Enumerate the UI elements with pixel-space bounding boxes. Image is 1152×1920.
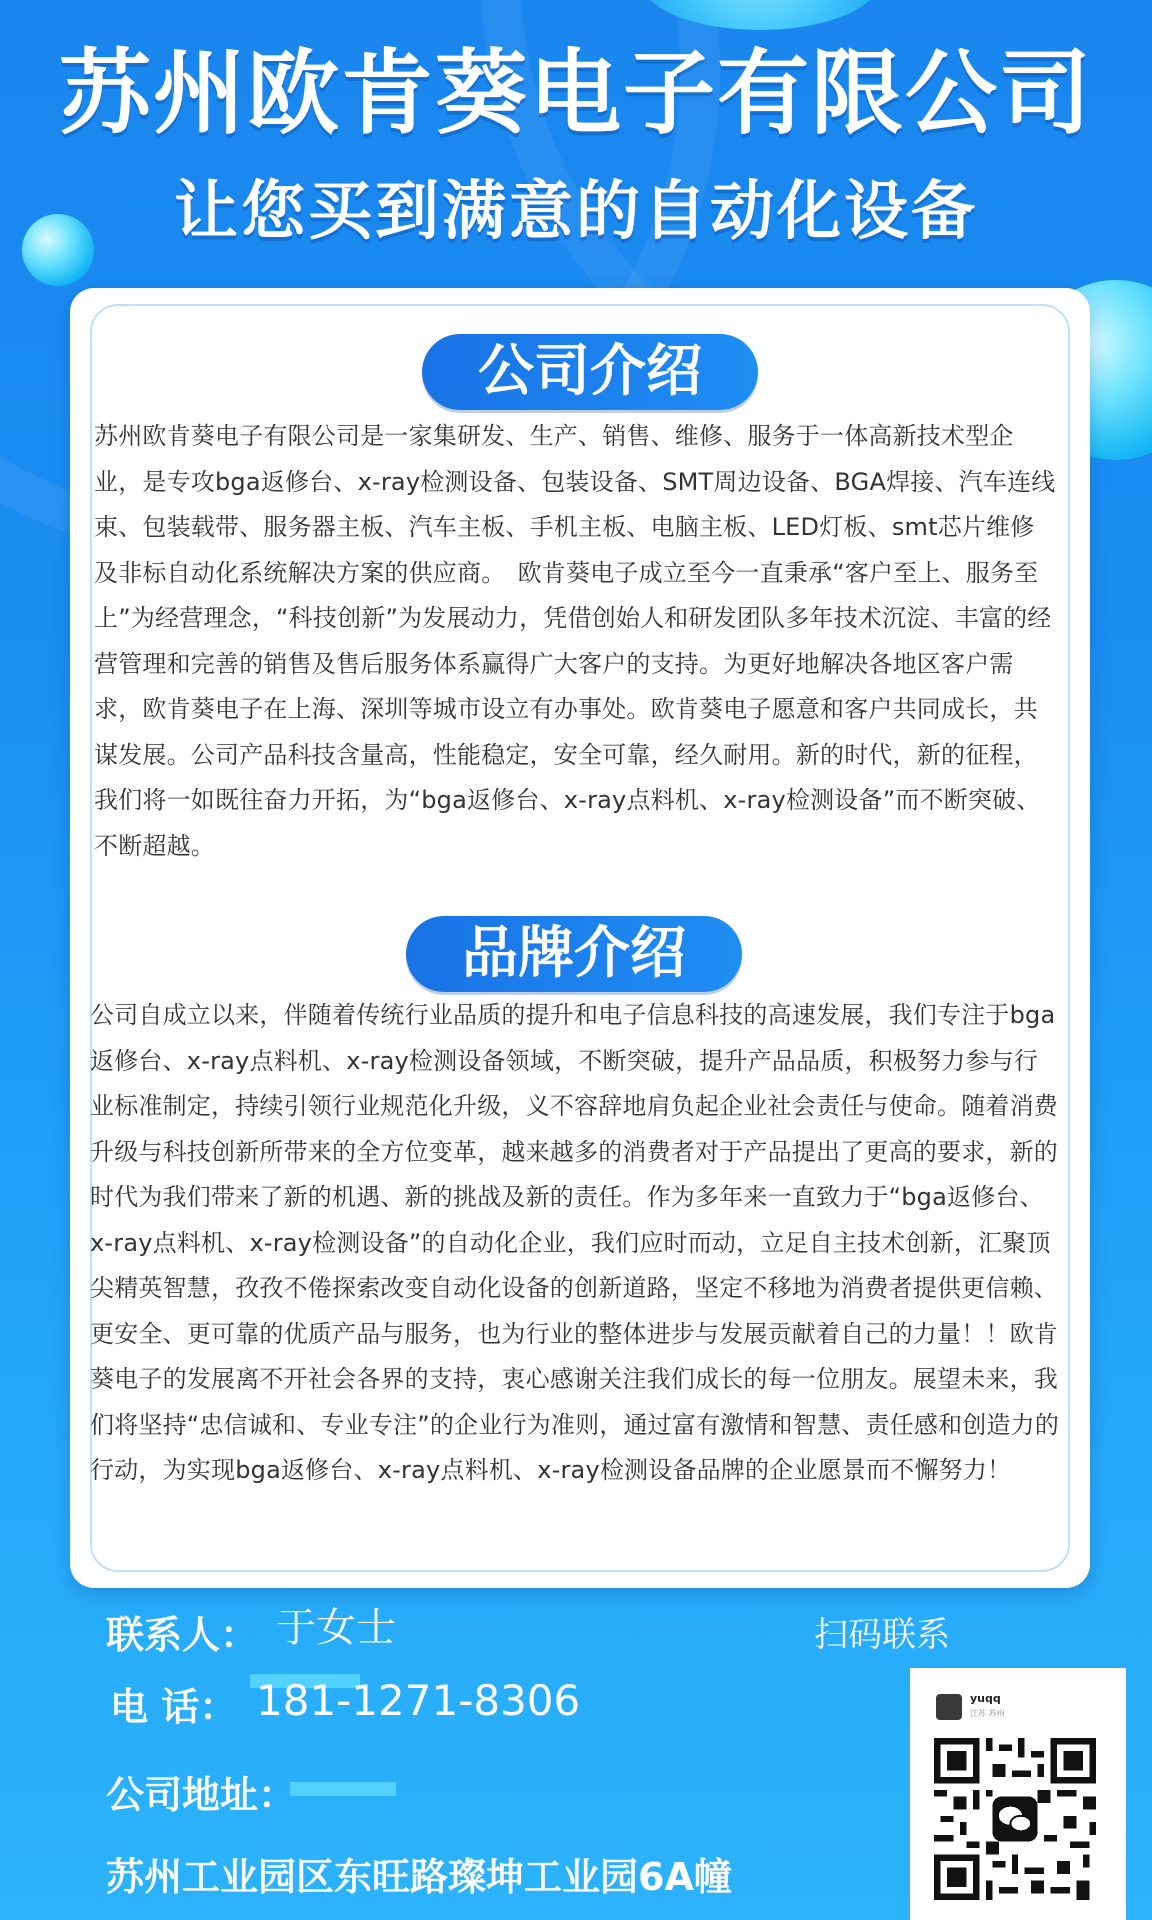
company-intro-text: 苏州欧肯葵电子有限公司是一家集研发、生产、销售、维修、服务于一体高新技术型企业，是专攻bga返修台、x-ray检测设备、包装设备、SMT周边设备、BGA焊接、汽车连线束、包装载带、服务器主板、汽车主板、手机主板、电脑主板、LED灯板、smt芯片维修及非标自动化系统解决方案的供应商。 欧肯葵电子成立至今一直秉承“客户至上、服务至上”为经营理念，“科技创新”为发展动力，凭借创始人和研发团队多年技术沉淀、丰富的经营管理和完善的销售及售后服务体系赢得广大客户的支持。为更好地解决各地区客户需求，欧肯葵电子在上海、深圳等城市设立有办事处。欧肯葵电子愿意和客户共同成长，共谋发展。公司产品科技含量高，性能稳定，安全可靠，经久耐用。新的时代，新的征程，我们将一如既往奋力开拓，为“bga返修台、x-ray点料机、x-ray检测设备”而不断突破、不断超越。 — [94, 422, 1056, 860]
section-title-brand: 品牌介绍 — [406, 916, 742, 992]
wechat-qr-card[interactable] — [910, 1668, 1126, 1920]
qr-code — [934, 1738, 1096, 1900]
qr-profile-name: yuqq — [970, 1692, 1001, 1705]
qr-profile-location: 江苏 苏州 — [970, 1709, 1005, 1718]
phone-label: 电 话： — [110, 1685, 238, 1729]
address-value: 苏州工业园区东旺路璨坤工业园6A幢 — [106, 1855, 732, 1899]
phone-number[interactable]: 181-1271-8306 — [256, 1676, 581, 1725]
contact-person-value: 于女士 — [276, 1605, 396, 1651]
address-label: 公司地址： — [106, 1773, 297, 1817]
scan-contact-label: 扫码联系 — [814, 1615, 950, 1655]
brand-intro-text: 公司自成立以来，伴随着传统行业品质的提升和电子信息科技的高速发展，我们专注于bga返修台、x-ray点料机、x-ray检测设备领域，不断突破，提升产品品质，积极努力参与行业标准制定，持续引领行业规范化升级，义不容辞地肩负起企业社会责任与使命。随着消费升级与科技创新所带来的全方位变革，越来越多的消费者对于产品提出了更高的要求，新的时代为我们带来了新的机遇、新的挑战及新的责任。作为多年来一直致力于“bga返修台、x-ray点料机、x-ray检测设备”的自动化企业，我们应时而动，立足自主技术创新，汇聚顶尖精英智慧，孜孜不倦探索改变自动化设备的创新道路，坚定不移地为消费者提供更信赖、更安全、更可靠的优质产品与服务，也为行业的整体进步与发展贡献着自己的力量！！欧肯葵电子的发展离不开社会各界的支持，衷心感谢关注我们成长的每一位朋友。展望未来，我们将坚持“忠信诚和、专业专注”的企业行为准则，通过富有激情和智慧、责任感和创造力的行动，为实现bga返修台、x-ray点料机、x-ray检测设备品牌的企业愿景而不懈努力！ — [90, 1001, 1060, 1484]
slogan: 让您买到满意的自动化设备 — [174, 175, 978, 249]
avatar — [936, 1694, 962, 1720]
contact-person-label: 联系人： — [106, 1613, 259, 1657]
highlight-bar — [290, 1782, 396, 1796]
company-title: 苏州欧肯葵电子有限公司 — [58, 40, 1093, 147]
section-title-company: 公司介绍 — [422, 334, 758, 410]
